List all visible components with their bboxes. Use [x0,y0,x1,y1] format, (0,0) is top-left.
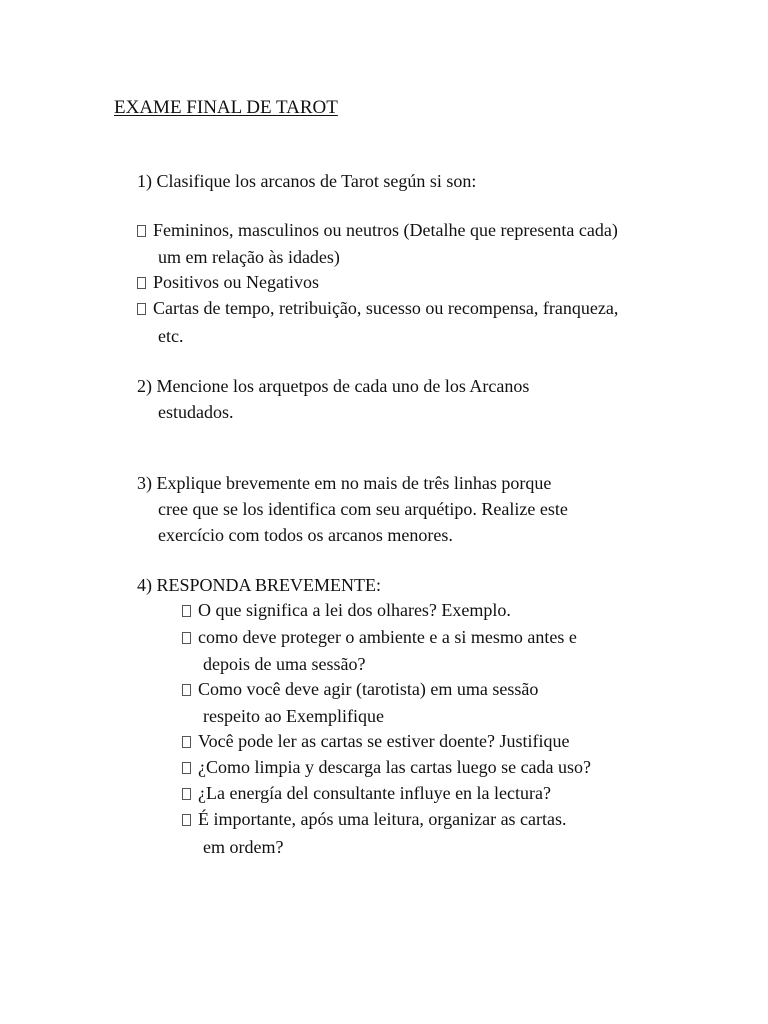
checkbox-icon [137,303,146,315]
q4-item-1-line-1: O que significa a lei dos olhares? Exemplo. [182,599,511,621]
q1-item-1-line-1: Femininos, masculinos ou neutros (Detalhe que representa cada) [137,219,618,241]
question-3-line-3: exercício com todos os arcanos menores. [158,525,453,545]
question-3-line-1: 3) Explique brevemente em no mais de três linhas porque [137,473,552,493]
q1-item-3-line-2: etc. [158,326,184,346]
q4-item-3-line-1: Como você deve agir (tarotista) em uma sessão [182,678,538,700]
q4-item-2-line-2: depois de uma sessão? [203,654,366,674]
document-title: EXAME FINAL DE TAROT [114,97,338,118]
question-2-line-1: 2) Mencione los arquetpos de cada uno de los Arcanos [137,376,530,396]
q1-item-2-line-1: Positivos ou Negativos [137,271,319,293]
question-2-line-2: estudados. [158,402,234,422]
question-3-line-2: cree que se los identifica com seu arquétipo. Realize este [158,499,568,519]
q4-item-7-line-2: em ordem? [203,837,284,857]
checkbox-icon [182,762,191,774]
checkbox-icon [182,788,191,800]
q1-item-3-line-1: Cartas de tempo, retribuição, sucesso ou recompensa, franqueza, [137,297,618,319]
q4-item-7-line-1: É importante, após uma leitura, organizar as cartas. [182,808,567,830]
checkbox-icon [182,632,191,644]
q4-item-2-line-1: como deve proteger o ambiente e a si mesmo antes e [182,626,577,648]
question-4-heading: 4) RESPONDA BREVEMENTE: [137,575,382,595]
q4-item-4-line-1: Você pode ler as cartas se estiver doente? Justifique [182,730,570,752]
checkbox-icon [182,736,191,748]
checkbox-icon [182,605,191,617]
question-1-heading: 1) Clasifique los arcanos de Tarot según si son: [137,171,477,191]
checkbox-icon [182,684,191,696]
checkbox-icon [137,225,146,237]
q4-item-6-line-1: ¿La energía del consultante influye en la lectura? [182,782,551,804]
q1-item-1-line-2: um em relação às idades) [158,247,340,267]
q4-item-5-line-1: ¿Como limpia y descarga las cartas luego se cada uso? [182,756,591,778]
checkbox-icon [182,814,191,826]
q4-item-3-line-2: respeito ao Exemplifique [203,706,384,726]
checkbox-icon [137,277,146,289]
